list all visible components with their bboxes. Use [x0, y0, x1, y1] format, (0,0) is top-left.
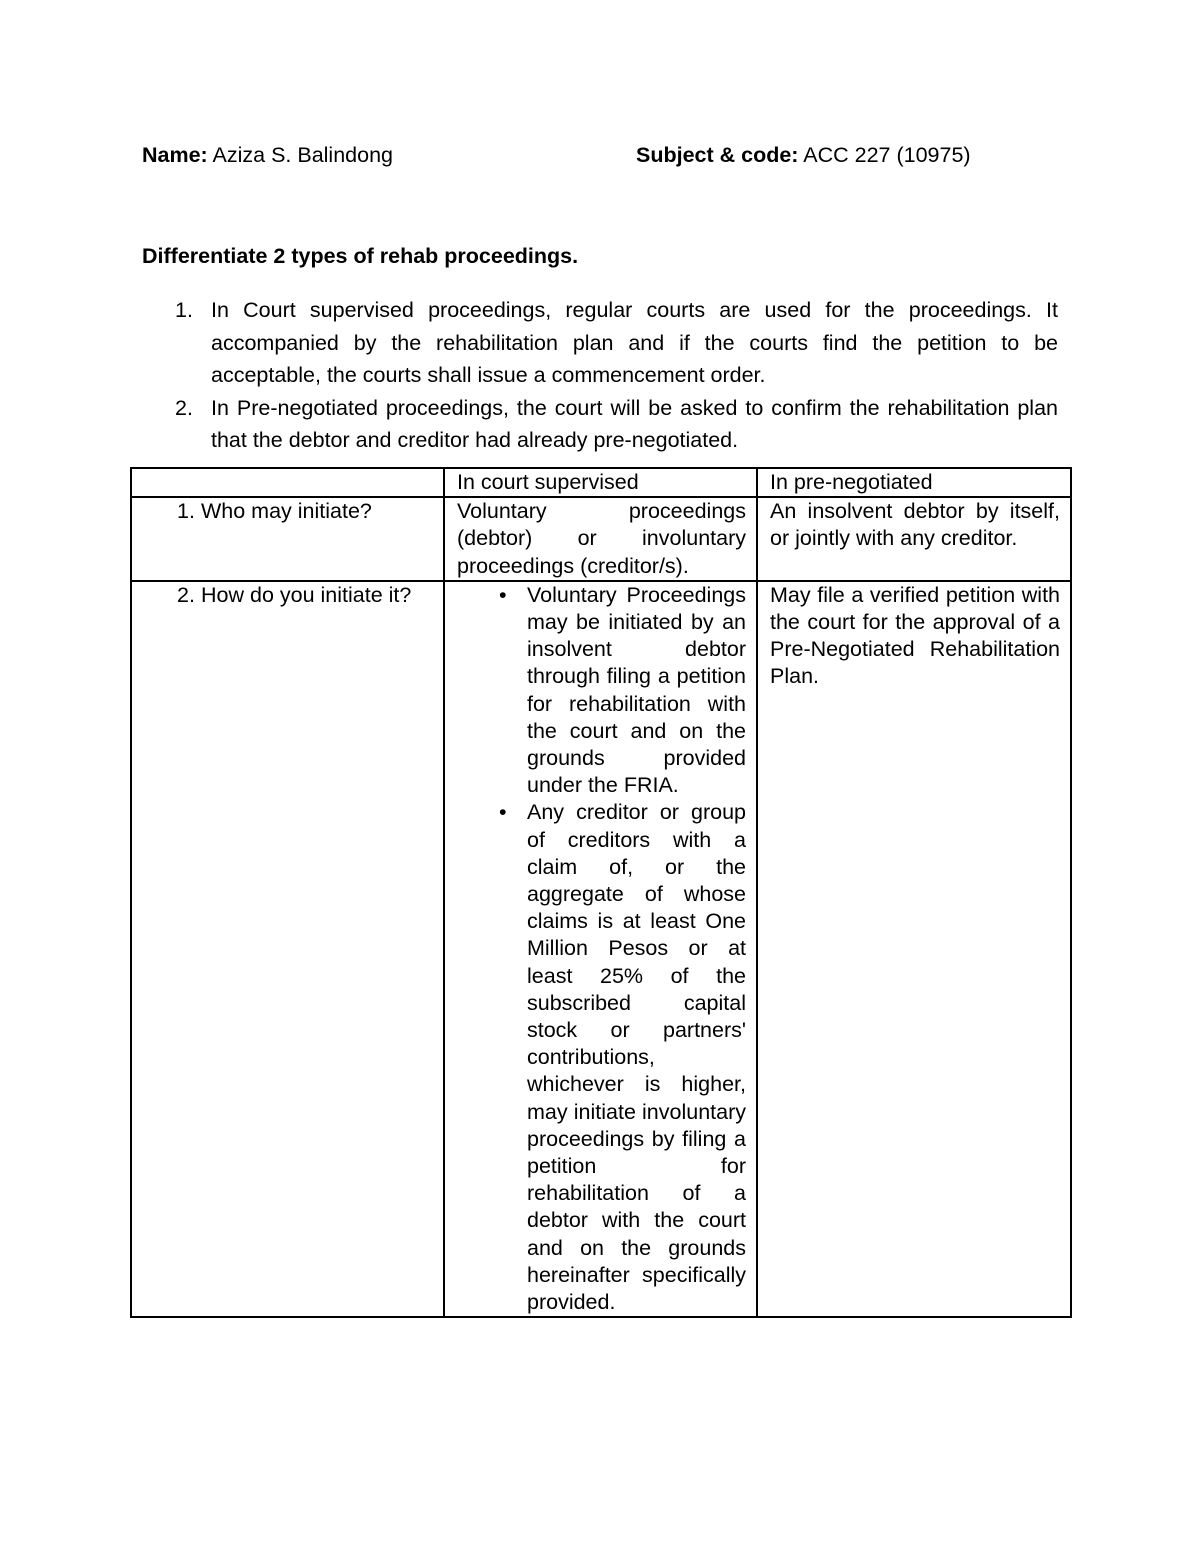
question-cell — [131, 497, 444, 581]
list-item-text: In Pre-negotiated proceedings, the court will be asked to confirm the rehabilitation plan that the debtor and creditor had already pre-negotiated. — [211, 395, 1058, 452]
question-number: 1. — [177, 499, 195, 524]
subject-value: ACC 227 (10975) — [803, 143, 971, 167]
bullet-icon: • — [499, 800, 507, 825]
bullet-icon: • — [499, 582, 507, 607]
question-number: 2. — [177, 582, 195, 607]
name-field — [142, 143, 393, 168]
comparison-table — [130, 467, 1072, 1318]
pre-negotiated-cell: May file a verified petition with the court for the approval of a Pre-Negotiated Rehabilitation Plan. — [757, 581, 1071, 1317]
question-text: Who may initiate? — [201, 499, 372, 524]
header-cell-pre-negotiated: In pre-negotiated — [757, 468, 1071, 497]
list-item-number: 2. — [175, 395, 193, 420]
bullet-text: Any creditor or group of creditors with a claim of, or the aggregate of whose claims is at least One Million Pesos or at least 25% of the subscribed capital stock or partners' contributions, whichever is higher, may initiate involuntary proceedings by filing a petition for rehabilitation of a debtor with the court and on the grounds hereinafter specifically provided. — [527, 800, 746, 1315]
bullet-item — [457, 582, 746, 800]
bullet-list — [457, 582, 746, 1316]
document-header — [142, 143, 1042, 173]
answer-list — [142, 294, 1058, 457]
court-supervised-cell — [444, 581, 757, 1317]
pre-negotiated-cell: An insolvent debtor by itself, or jointly with any creditor. — [757, 497, 1071, 581]
question-heading: Differentiate 2 types of rehab proceedings. — [142, 244, 579, 268]
header-cell-empty — [131, 468, 444, 497]
question-text: How do you initiate it? — [201, 582, 412, 607]
subject-field — [636, 143, 971, 168]
table-row — [131, 581, 1071, 1317]
name-value: Aziza S. Balindong — [212, 143, 393, 167]
list-item-number: 1. — [175, 298, 193, 322]
question-cell — [131, 581, 444, 1317]
list-item-text: In Court supervised proceedings, regular courts are used for the proceedings. It accompanied by the rehabilitation plan and if the courts find the petition to be acceptable, the courts shall issue a commencement order. — [211, 298, 1058, 387]
subject-label: Subject & code: — [636, 143, 799, 167]
bullet-text: Voluntary Proceedings may be initiated by an insolvent debtor through filing a petition for rehabilitation with the court and on the grounds provided under the FRIA. — [527, 582, 746, 798]
name-label: Name: — [142, 143, 208, 167]
table-row — [131, 497, 1071, 581]
table-header-row — [131, 468, 1071, 497]
court-supervised-cell: Voluntary proceedings (debtor) or involuntary proceedings (creditor/s). — [444, 497, 757, 581]
bullet-item — [457, 799, 746, 1316]
header-cell-court-supervised: In court supervised — [444, 468, 757, 497]
list-item — [142, 294, 1058, 392]
list-item — [142, 392, 1058, 457]
